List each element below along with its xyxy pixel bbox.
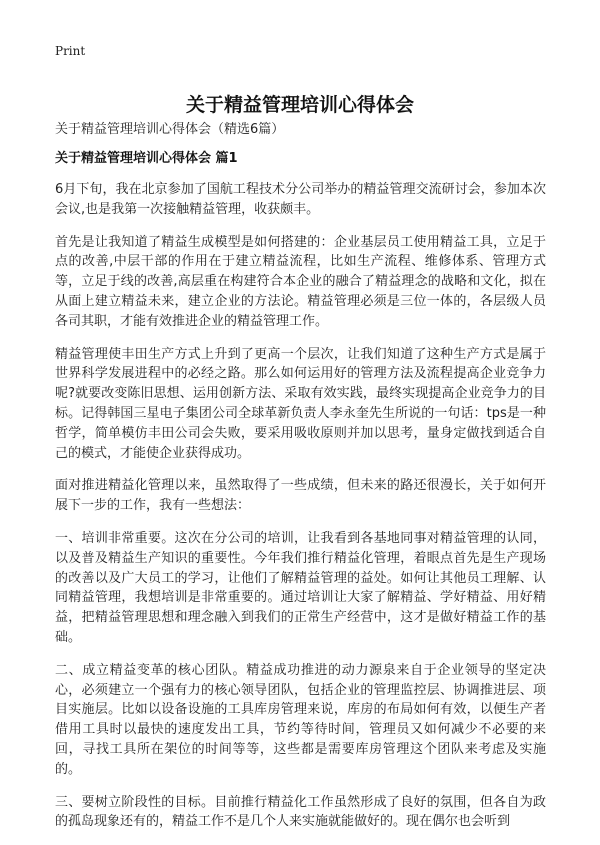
paragraph-7: 三、要树立阶段性的目标。目前推行精益化工作虽然形成了良好的氛围，但各自为政的孤岛现象还有的，精益工作不是几个人来实施就能做好的。现在偶尔也会听到: [55, 794, 546, 830]
document-title: 关于精益管理培训心得体会: [185, 93, 414, 116]
paragraph-6: 二、成立精益变革的核心团队。精益成功推进的动力源泉来自于企业领导的坚定决心，必须建立一个强有力的核心领导团队，包括企业的管理监控层、协调推进层、项目实施层。比如以设备设施的工具库房管理来说，库房的布局如何有效，以便生产者借用工具时以最快的速度发出工具，节约等待时间，管理员又如何减少不必要的来回，寻找工具所在架位的时间等等，这些都是需要库房管理这个团队来考虑及实施的。: [55, 662, 546, 777]
document-subtitle: 关于精益管理培训心得体会（精选6篇）: [55, 122, 285, 137]
section-heading: 关于精益管理培训心得体会 篇1: [55, 151, 238, 166]
paragraph-5: 一、培训非常重要。这次在分公司的培训，让我看到各基地同事对精益管理的认同，以及普及精益生产知识的重要性。今年我们推行精益化管理，着眼点首先是生产现场的改善以及广大员工的学习，让他们了解精益管理的益处。如何让其他员工理解、认同精益管理，我想培训是非常重要的。通过培训让大家了解精益、学好精益、用好精益，把精益管理思想和理念融入到我们的正常生产经营中，这才是做好精益工作的基础。: [55, 530, 546, 645]
paragraph-3: 精益管理使丰田生产方式上升到了更高一个层次，让我们知道了这种生产方式是属于世界科学发展进程中的必经之路。那么如何运用好的管理方法及流程提高企业竞争力呢?就要改变陈旧思想、运用创新方法、采取有效实践，最终实现提高企业竞争力的目标。记得韩国三星电子集团公司全球革新负责人李永奎先生所说的一句话：tps是一种哲学，简单模仿丰田公司会失败，要采用吸收原则并加以思考，量身定做找到适合自己的模式，才能使企业获得成功。: [55, 346, 546, 461]
paragraph-4: 面对推进精益化管理以来，虽然取得了一些成绩，但未来的路还很漫长，关于如何开展下一步的工作，我有一些想法：: [55, 478, 546, 514]
paragraph-2: 首先是让我知道了精益生成模型是如何搭建的：企业基层员工使用精益工具，立足于点的改善,中层干部的作用在于建立精益流程，比如生产流程、维修体系、管理方式等，立足于线的改善,高层重在构建符合本企业的融合了精益理念的战略和文化，拟在从面上建立精益未来，建立企业的方法论。精益管理必须是三位一体的，各层级人员各司其职，才能有效推进企业的精益管理工作。: [55, 234, 546, 329]
paragraph-1: 6月下旬，我在北京参加了国航工程技术分公司举办的精益管理交流研讨会，参加本次会议,也是我第一次接触精益管理，收获颇丰。: [55, 182, 546, 217]
document-body: [55, 180, 546, 845]
print-link[interactable]: Print: [55, 44, 86, 58]
